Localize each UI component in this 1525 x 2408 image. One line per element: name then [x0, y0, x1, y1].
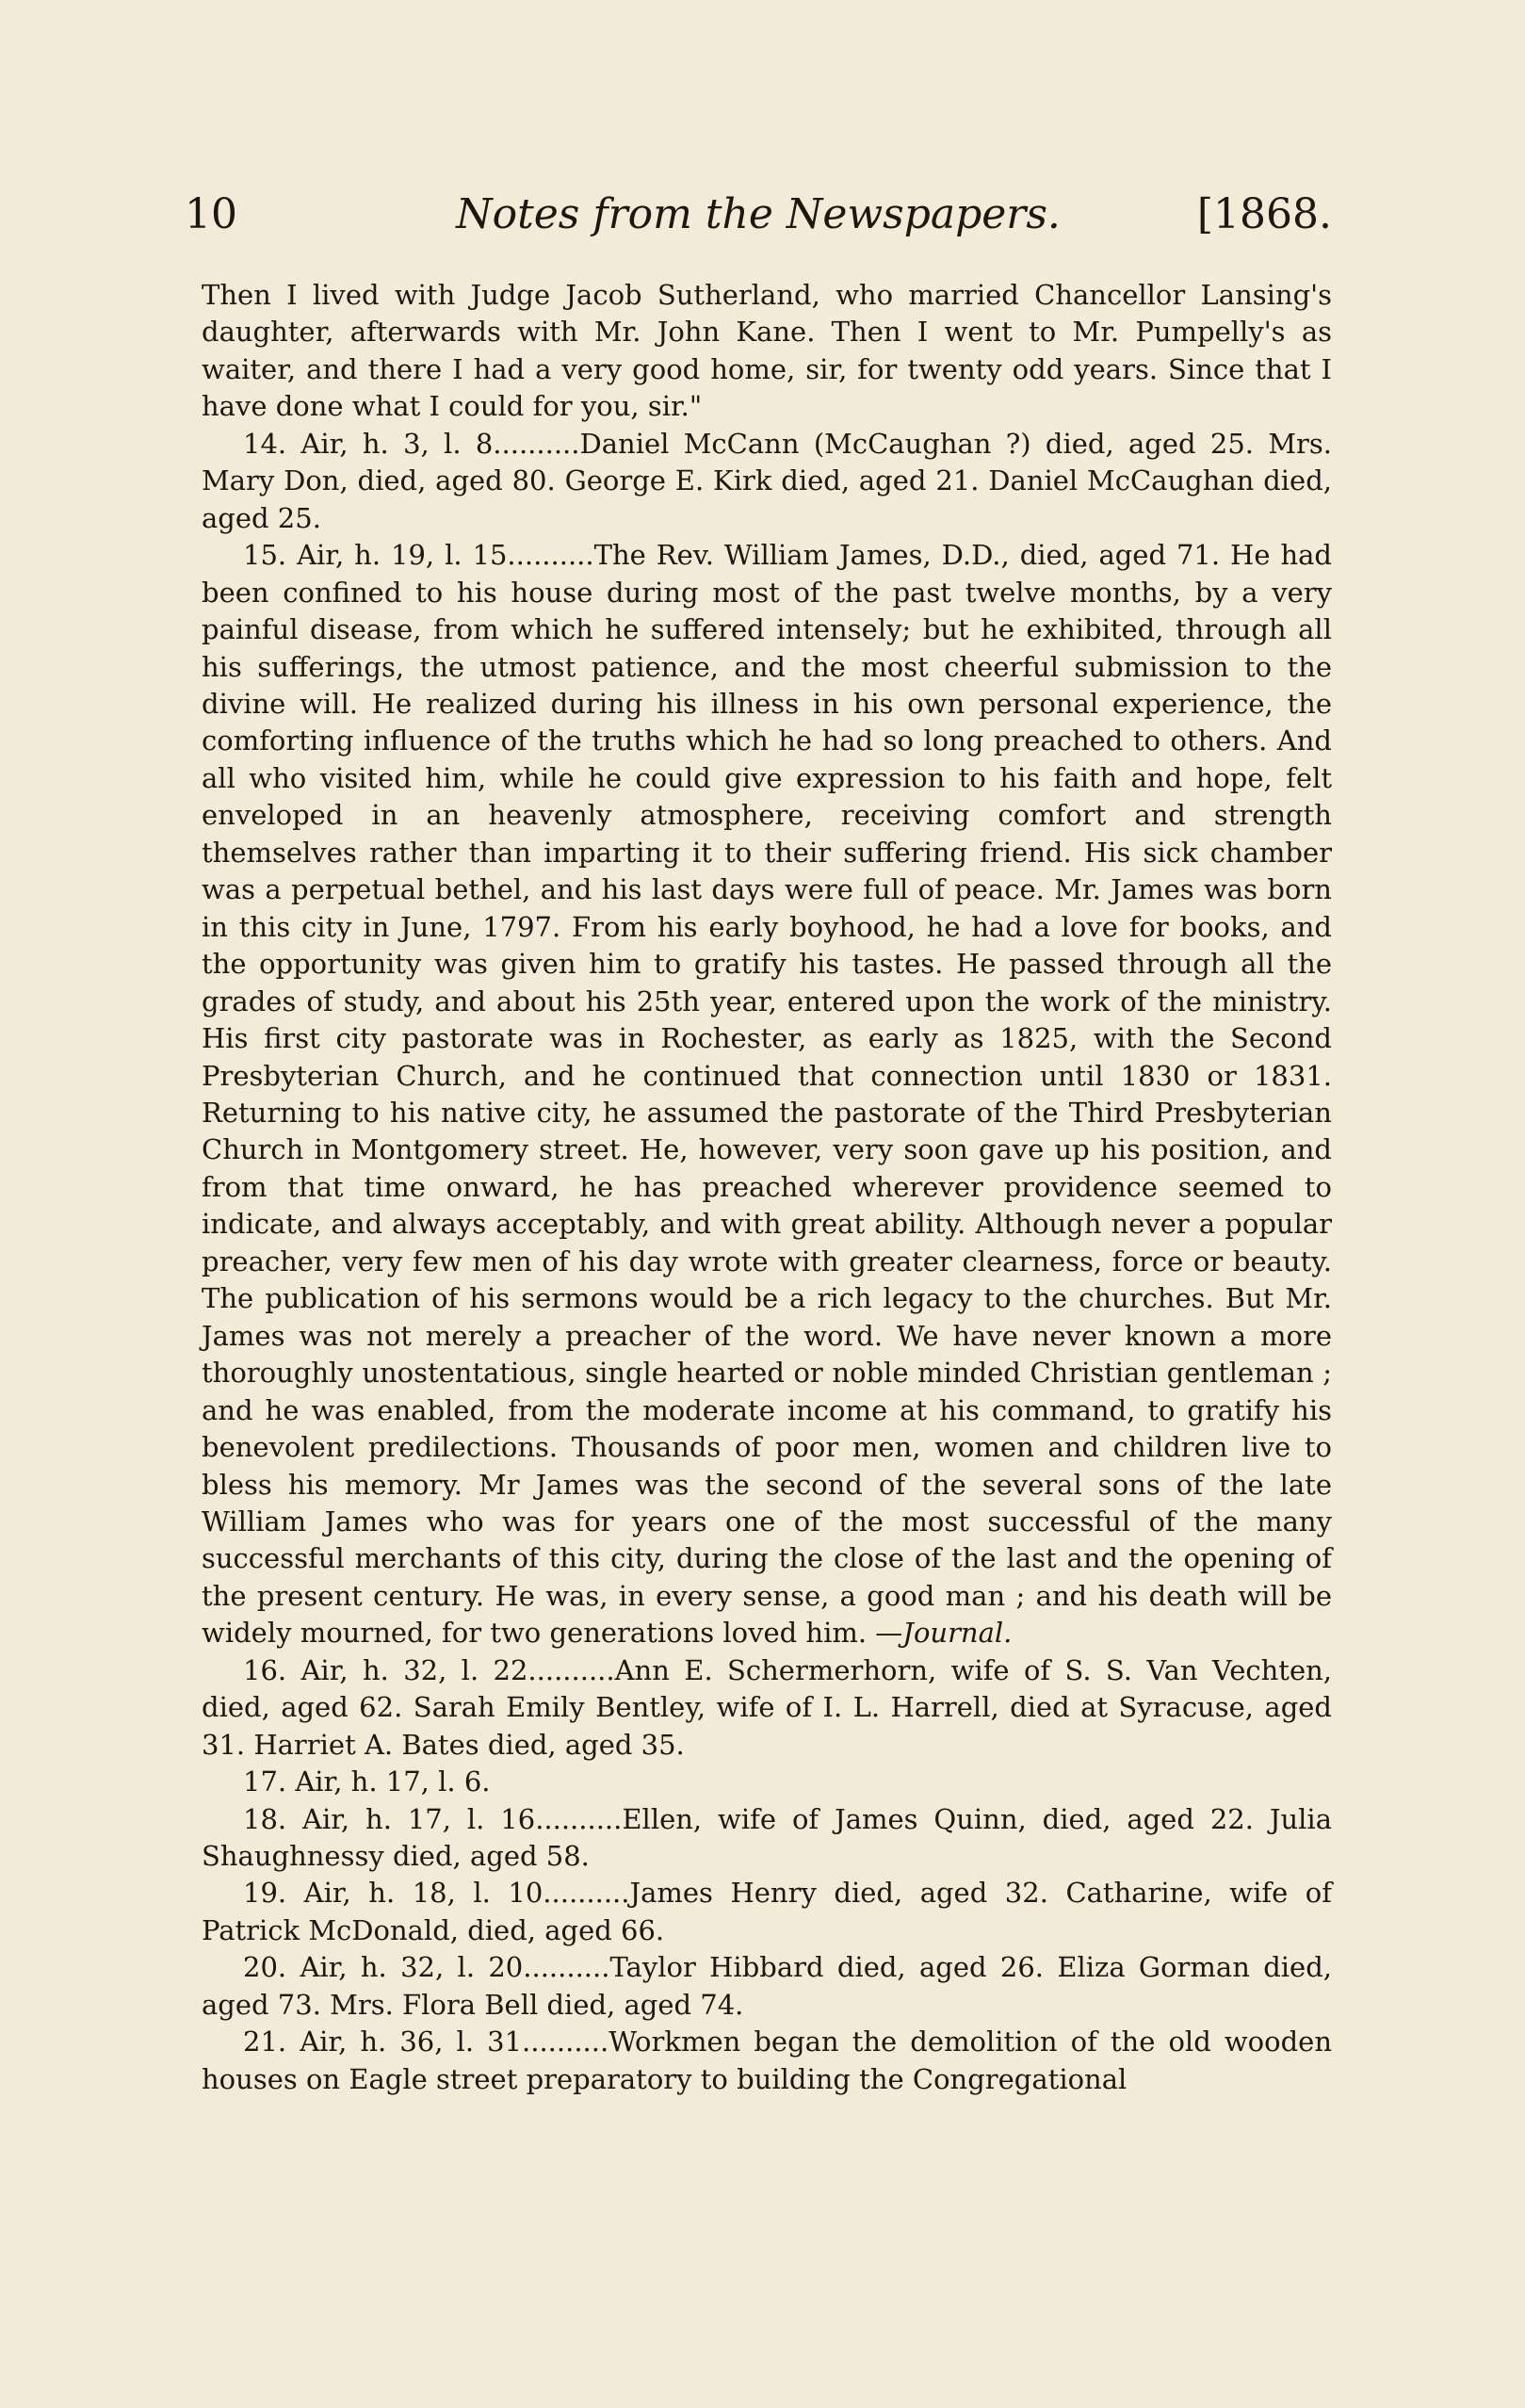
entry-21: 21. Air, h. 36, l. 31..........Workmen began the demolition of the old wooden houses on Eagle street preparatory to building the Congregational	[202, 2026, 1332, 2095]
running-head	[185, 185, 1332, 245]
body-text	[202, 277, 1332, 2098]
entry-20: 20. Air, h. 32, l. 20..........Taylor Hibbard died, aged 26. Eliza Gorman died, aged 73. Mrs. Flora Bell died, aged 74.	[202, 1951, 1332, 2021]
entry-15-text: 15. Air, h. 19, l. 15..........The Rev. William James, D.D., died, aged 71. He had been confined to his house during most of the past twelve months, by a very painful disease, from which he suffered intensely; but he exhibited, through all his sufferings, the utmost patience, and the most cheerful submission to the divine will. He realized during his illness in his own personal experience, the comforting influence of the truths which he had so long preached to others. And all who visited him, while he could give expression to his faith and hope, felt enveloped in an heavenly atmosphere, receiving comfort and strength themselves rather than imparting it to their suffering friend. His sick chamber was a perpetual bethel, and his last days were full of peace. Mr. James was born in this city in June, 1797. From his early boyhood, he had a love for books, and the opportunity was given him to gratify his tastes. He passed through all the grades of study, and about his 25th year, entered upon the work of the ministry. His first city pastorate was in Rochester, as early as 1825, with the Second Presbyterian Church, and he continued that connection until 1830 or 1831. Returning to his native city, he assumed the pastorate of the Third Presbyterian Church in Montgomery street. He, however, very soon gave up his position, and from that time onward, he has preached wherever providence seemed to indicate, and always acceptably, and with great ability. Although never a popular preacher, very few men of his day wrote with greater clearness, force or beauty. The publication of his sermons would be a rich legacy to the churches. But Mr. James was not merely a preacher of the word. We have never known a more thoroughly unostentatious, single hearted or noble minded Christian gentleman ; and he was enabled, from the moderate income at his command, to gratify his benevolent predilections. Thousands of poor men, women and children live to bless his memory. Mr James was the second of the several sons of the late William James who was for years one of the most successful of the many successful merchants of this city, during the close of the last and the opening of the present century. He was, in every sense, a good man ; and his death will be widely mourned, for two generations loved him.	[202, 539, 1332, 1650]
page-number: 10	[185, 190, 237, 238]
source-credit: —Journal.	[867, 1617, 1013, 1650]
paragraph-continued: Then I lived with Judge Jacob Sutherland, who married Chancellor Lansing's daughter, afterwards with Mr. John Kane. Then I went to Mr. Pumpelly's as waiter, and there I had a very good home, sir, for twenty odd years. Since that I have done what I could for you, sir."	[202, 279, 1332, 423]
running-title: Notes from the Newspapers.	[456, 190, 1061, 238]
entry-17: 17. Air, h. 17, l. 6.	[243, 1765, 491, 1798]
entry-18: 18. Air, h. 17, l. 16..........Ellen, wife of James Quinn, died, aged 22. Julia Shaughnessy died, aged 58.	[202, 1802, 1332, 1873]
entry-14: 14. Air, h. 3, l. 8..........Daniel McCann (McCaughan ?) died, aged 25. Mrs. Mary Don, died, aged 80. George E. Kirk died, aged 21. Daniel McCaughan died, aged 25.	[202, 427, 1332, 534]
entry-19: 19. Air, h. 18, l. 10..........James Henry died, aged 32. Catharine, wife of Patrick McDonald, died, aged 66.	[202, 1877, 1332, 1946]
running-year: [1868.	[1196, 190, 1332, 238]
entry-15	[202, 537, 1332, 1652]
entry-16: 16. Air, h. 32, l. 22..........Ann E. Schermerhorn, wife of S. S. Van Vechten, died, aged 62. Sarah Emily Bentley, wife of I. L. Harrell, died at Syracuse, aged 31. Harriet A. Bates died, aged 35.	[202, 1653, 1332, 1761]
